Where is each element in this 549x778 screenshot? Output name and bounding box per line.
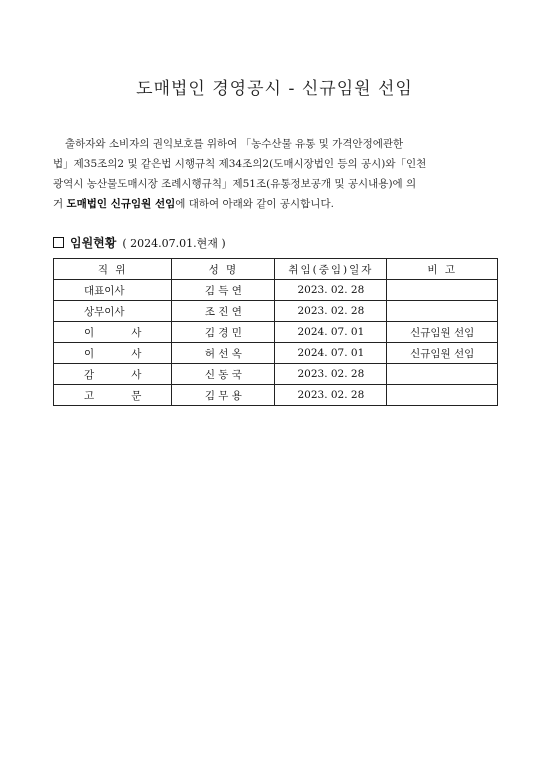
intro-emphasis: 도매법인 신규임원 선임 [66, 198, 176, 210]
intro-line-4-suffix: 에 대하여 아래와 같이 공시합니다. [175, 198, 334, 210]
cell-position: 상무이사 [54, 301, 172, 322]
cell-date: 2023. 02. 28 [275, 280, 387, 301]
section-label: 임원현황 [70, 236, 117, 250]
header-name: 성 명 [172, 259, 275, 280]
cell-position: 감 사 [54, 364, 172, 385]
table-header-row [54, 259, 498, 280]
cell-note: 신규임원 선임 [387, 343, 498, 364]
table-row [54, 301, 498, 322]
cell-name: 신 동 국 [172, 364, 275, 385]
cell-note [387, 385, 498, 406]
intro-line-2: 법」제35조의2 및 같은법 시행규칙 제34조의2(도매시장법인 등의 공시)와「인천 [53, 158, 427, 170]
page-title: 도매법인 경영공시 - 신규임원 선임 [136, 79, 413, 99]
cell-name: 허 선 옥 [172, 343, 275, 364]
table-row [54, 322, 498, 343]
cell-position: 고 문 [54, 385, 172, 406]
cell-note [387, 280, 498, 301]
cell-note [387, 364, 498, 385]
cell-name: 조 진 연 [172, 301, 275, 322]
cell-position: 이 사 [54, 343, 172, 364]
header-date: 취임(중임)일자 [275, 259, 387, 280]
cell-name: 김 무 용 [172, 385, 275, 406]
intro-paragraph [53, 134, 505, 214]
cell-name: 김 득 연 [172, 280, 275, 301]
intro-line-4 [53, 194, 505, 214]
checkbox-icon [53, 237, 64, 248]
cell-date: 2023. 02. 28 [275, 385, 387, 406]
cell-note [387, 301, 498, 322]
cell-date: 2023. 02. 28 [275, 364, 387, 385]
cell-note: 신규임원 선임 [387, 322, 498, 343]
officers-table [53, 258, 498, 406]
cell-position: 이 사 [54, 322, 172, 343]
table-row [54, 280, 498, 301]
cell-date: 2024. 07. 01 [275, 322, 387, 343]
as-of-date: ( 2024.07.01.현재 ) [122, 236, 226, 250]
table-row [54, 343, 498, 364]
intro-line-4-prefix: 거 [53, 198, 67, 210]
header-note: 비 고 [387, 259, 498, 280]
cell-position: 대표이사 [54, 280, 172, 301]
cell-name: 김 경 민 [172, 322, 275, 343]
table-row [54, 364, 498, 385]
header-position: 직 위 [54, 259, 172, 280]
cell-date: 2024. 07. 01 [275, 343, 387, 364]
intro-line-1: 출하자와 소비자의 권익보호를 위하여 「농수산물 유통 및 가격안정에관한 [65, 138, 404, 150]
section-header [53, 234, 226, 251]
cell-date: 2023. 02. 28 [275, 301, 387, 322]
table-row [54, 385, 498, 406]
intro-line-3: 광역시 농산물도매시장 조례시행규칙」제51조(유통정보공개 및 공시내용)에 의 [53, 178, 417, 190]
